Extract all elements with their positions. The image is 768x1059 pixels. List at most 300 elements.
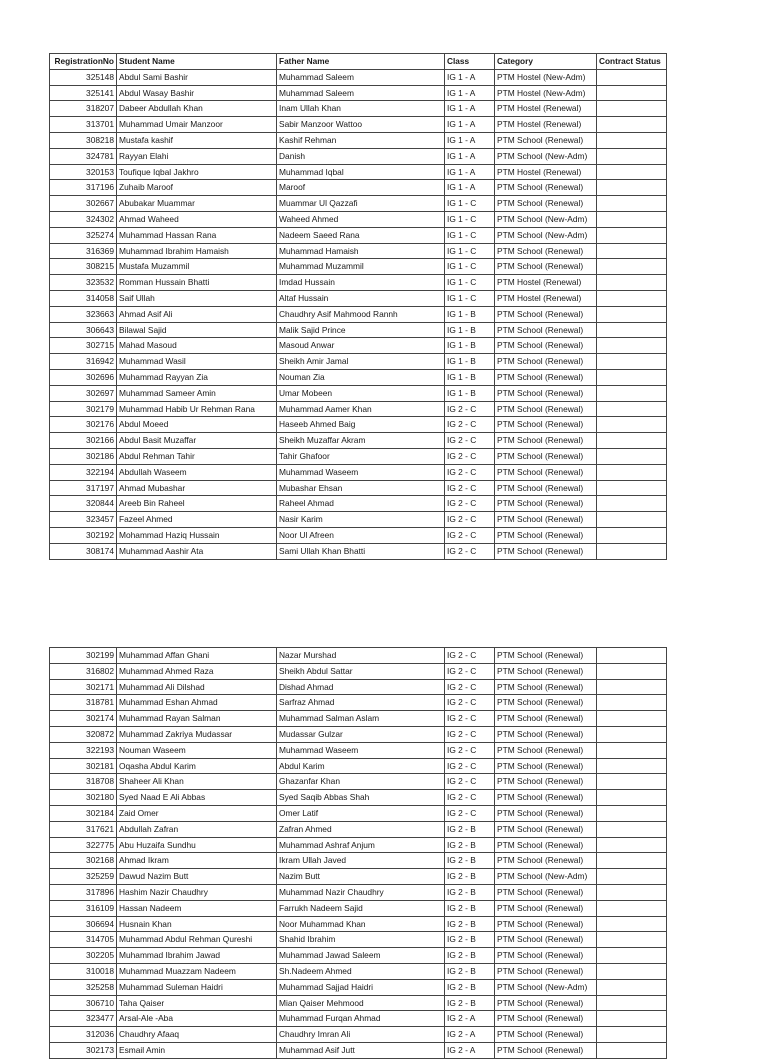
cell-category: PTM School (Renewal) — [495, 884, 597, 900]
cell-student-name: Muhammad Aashir Ata — [117, 543, 277, 559]
cell-father-name: Nasir Karim — [277, 512, 445, 528]
cell-registration-no: 308218 — [50, 132, 117, 148]
table-row — [50, 338, 667, 354]
cell-father-name: Danish — [277, 148, 445, 164]
cell-registration-no: 324781 — [50, 148, 117, 164]
cell-contract-status — [597, 837, 667, 853]
table-row — [50, 648, 667, 664]
cell-father-name: Muhammad Asif Jutt — [277, 1042, 445, 1058]
cell-father-name: Inam Ullah Khan — [277, 101, 445, 117]
cell-category: PTM School (Renewal) — [495, 433, 597, 449]
cell-category: PTM School (Renewal) — [495, 322, 597, 338]
cell-father-name: Imdad Hussain — [277, 275, 445, 291]
cell-class: IG 2 - A — [445, 1042, 495, 1058]
cell-contract-status — [597, 512, 667, 528]
cell-contract-status — [597, 496, 667, 512]
cell-category: PTM School (Renewal) — [495, 695, 597, 711]
cell-contract-status — [597, 679, 667, 695]
cell-registration-no: 310018 — [50, 963, 117, 979]
cell-class: IG 2 - C — [445, 742, 495, 758]
cell-class: IG 2 - C — [445, 417, 495, 433]
cell-contract-status — [597, 995, 667, 1011]
cell-class: IG 2 - B — [445, 948, 495, 964]
table-row — [50, 480, 667, 496]
table-row — [50, 679, 667, 695]
cell-student-name: Muhammad Sameer Amin — [117, 385, 277, 401]
cell-class: IG 2 - C — [445, 790, 495, 806]
table-row — [50, 869, 667, 885]
table-row — [50, 979, 667, 995]
table-row — [50, 259, 667, 275]
cell-registration-no: 317621 — [50, 821, 117, 837]
cell-contract-status — [597, 979, 667, 995]
cell-registration-no: 322775 — [50, 837, 117, 853]
cell-registration-no: 316109 — [50, 900, 117, 916]
cell-father-name: Sh.Nadeem Ahmed — [277, 963, 445, 979]
cell-registration-no: 316802 — [50, 663, 117, 679]
cell-contract-status — [597, 117, 667, 133]
header-class: Class — [445, 54, 495, 70]
table-row — [50, 790, 667, 806]
cell-class: IG 2 - C — [445, 433, 495, 449]
cell-class: IG 1 - A — [445, 148, 495, 164]
student-table-page-2 — [49, 647, 667, 1059]
header-row — [50, 54, 667, 70]
cell-registration-no: 312036 — [50, 1027, 117, 1043]
table-row — [50, 69, 667, 85]
cell-contract-status — [597, 805, 667, 821]
cell-student-name: Fazeel Ahmed — [117, 512, 277, 528]
table-body — [50, 648, 667, 1059]
table-row — [50, 963, 667, 979]
cell-student-name: Muhammad Affan Ghani — [117, 648, 277, 664]
cell-category: PTM School (Renewal) — [495, 196, 597, 212]
cell-contract-status — [597, 417, 667, 433]
cell-contract-status — [597, 916, 667, 932]
cell-registration-no: 317896 — [50, 884, 117, 900]
cell-student-name: Muhammad Eshan Ahmad — [117, 695, 277, 711]
cell-contract-status — [597, 196, 667, 212]
cell-class: IG 2 - B — [445, 869, 495, 885]
cell-father-name: Altaf Hussain — [277, 290, 445, 306]
cell-registration-no: 302667 — [50, 196, 117, 212]
cell-father-name: Ikram Ullah Javed — [277, 853, 445, 869]
cell-category: PTM School (Renewal) — [495, 306, 597, 322]
cell-category: PTM School (Renewal) — [495, 243, 597, 259]
cell-student-name: Muhammad Zakriya Mudassar — [117, 726, 277, 742]
cell-class: IG 2 - C — [445, 464, 495, 480]
cell-registration-no: 325258 — [50, 979, 117, 995]
cell-category: PTM School (New-Adm) — [495, 979, 597, 995]
cell-category: PTM School (Renewal) — [495, 726, 597, 742]
cell-student-name: Muhammad Umair Manzoor — [117, 117, 277, 133]
cell-class: IG 1 - C — [445, 227, 495, 243]
cell-class: IG 2 - C — [445, 480, 495, 496]
table-row — [50, 663, 667, 679]
cell-contract-status — [597, 243, 667, 259]
table-row — [50, 275, 667, 291]
cell-student-name: Muhammad Rayyan Zia — [117, 369, 277, 385]
cell-student-name: Muhammad Ibrahim Hamaish — [117, 243, 277, 259]
cell-student-name: Ahmad Asif Ali — [117, 306, 277, 322]
cell-class: IG 1 - C — [445, 243, 495, 259]
cell-contract-status — [597, 275, 667, 291]
cell-father-name: Nadeem Saeed Rana — [277, 227, 445, 243]
cell-contract-status — [597, 932, 667, 948]
cell-category: PTM School (Renewal) — [495, 790, 597, 806]
cell-registration-no: 318207 — [50, 101, 117, 117]
cell-contract-status — [597, 869, 667, 885]
table-row — [50, 322, 667, 338]
cell-student-name: Muhammad Rayan Salman — [117, 711, 277, 727]
table-row — [50, 417, 667, 433]
cell-student-name: Taha Qaiser — [117, 995, 277, 1011]
cell-category: PTM School (Renewal) — [495, 180, 597, 196]
cell-registration-no: 323663 — [50, 306, 117, 322]
cell-category: PTM School (New-Adm) — [495, 148, 597, 164]
cell-class: IG 2 - C — [445, 758, 495, 774]
table-row — [50, 948, 667, 964]
cell-student-name: Ahmad Ikram — [117, 853, 277, 869]
header-category: Category — [495, 54, 597, 70]
cell-contract-status — [597, 527, 667, 543]
cell-student-name: Abdullah Waseem — [117, 464, 277, 480]
cell-father-name: Masoud Anwar — [277, 338, 445, 354]
cell-category: PTM School (Renewal) — [495, 837, 597, 853]
cell-category: PTM School (Renewal) — [495, 679, 597, 695]
cell-class: IG 1 - B — [445, 354, 495, 370]
cell-class: IG 1 - A — [445, 85, 495, 101]
cell-class: IG 2 - B — [445, 821, 495, 837]
cell-registration-no: 302696 — [50, 369, 117, 385]
cell-category: PTM School (Renewal) — [495, 916, 597, 932]
cell-registration-no: 306694 — [50, 916, 117, 932]
cell-student-name: Abdul Basit Muzaffar — [117, 433, 277, 449]
cell-father-name: Tahir Ghafoor — [277, 448, 445, 464]
cell-category: PTM School (Renewal) — [495, 259, 597, 275]
cell-contract-status — [597, 963, 667, 979]
cell-father-name: Sheikh Amir Jamal — [277, 354, 445, 370]
cell-category: PTM School (Renewal) — [495, 1027, 597, 1043]
cell-student-name: Abubakar Muammar — [117, 196, 277, 212]
cell-registration-no: 302192 — [50, 527, 117, 543]
cell-father-name: Muhammad Muzammil — [277, 259, 445, 275]
cell-father-name: Maroof — [277, 180, 445, 196]
cell-father-name: Mian Qaiser Mehmood — [277, 995, 445, 1011]
cell-contract-status — [597, 448, 667, 464]
cell-contract-status — [597, 148, 667, 164]
cell-registration-no: 302697 — [50, 385, 117, 401]
cell-contract-status — [597, 259, 667, 275]
cell-class: IG 2 - C — [445, 543, 495, 559]
cell-student-name: Muhammad Ahmed Raza — [117, 663, 277, 679]
cell-class: IG 2 - C — [445, 726, 495, 742]
cell-class: IG 1 - C — [445, 275, 495, 291]
cell-student-name: Mustafa kashif — [117, 132, 277, 148]
cell-registration-no: 322193 — [50, 742, 117, 758]
cell-father-name: Malik Sajid Prince — [277, 322, 445, 338]
table-body — [50, 69, 667, 559]
header-contract-status: Contract Status — [597, 54, 667, 70]
cell-father-name: Muhammad Waseem — [277, 464, 445, 480]
cell-category: PTM School (Renewal) — [495, 543, 597, 559]
cell-father-name: Farrukh Nadeem Sajid — [277, 900, 445, 916]
cell-class: IG 1 - B — [445, 322, 495, 338]
cell-registration-no: 324302 — [50, 211, 117, 227]
cell-father-name: Muhammad Saleem — [277, 69, 445, 85]
table-row — [50, 853, 667, 869]
cell-registration-no: 325148 — [50, 69, 117, 85]
cell-father-name: Muammar Ul Qazzafi — [277, 196, 445, 212]
cell-contract-status — [597, 101, 667, 117]
cell-registration-no: 325259 — [50, 869, 117, 885]
cell-category: PTM School (Renewal) — [495, 711, 597, 727]
cell-father-name: Sami Ullah Khan Bhatti — [277, 543, 445, 559]
table-row — [50, 306, 667, 322]
cell-category: PTM Hostel (Renewal) — [495, 290, 597, 306]
cell-contract-status — [597, 821, 667, 837]
cell-father-name: Muhammad Jawad Saleem — [277, 948, 445, 964]
cell-registration-no: 318781 — [50, 695, 117, 711]
cell-registration-no: 323532 — [50, 275, 117, 291]
table-row — [50, 995, 667, 1011]
table-row — [50, 527, 667, 543]
table-row — [50, 369, 667, 385]
cell-class: IG 2 - B — [445, 995, 495, 1011]
cell-class: IG 2 - C — [445, 695, 495, 711]
cell-class: IG 1 - C — [445, 290, 495, 306]
cell-student-name: Muhammad Habib Ur Rehman Rana — [117, 401, 277, 417]
cell-class: IG 2 - B — [445, 837, 495, 853]
cell-class: IG 2 - C — [445, 401, 495, 417]
cell-contract-status — [597, 884, 667, 900]
cell-contract-status — [597, 69, 667, 85]
cell-class: IG 1 - A — [445, 117, 495, 133]
cell-contract-status — [597, 85, 667, 101]
cell-contract-status — [597, 480, 667, 496]
cell-class: IG 1 - C — [445, 196, 495, 212]
cell-registration-no: 302171 — [50, 679, 117, 695]
cell-father-name: Abdul Karim — [277, 758, 445, 774]
cell-father-name: Muhammad Nazir Chaudhry — [277, 884, 445, 900]
table-row — [50, 884, 667, 900]
cell-contract-status — [597, 322, 667, 338]
table-row — [50, 711, 667, 727]
table-row — [50, 726, 667, 742]
cell-contract-status — [597, 290, 667, 306]
cell-father-name: Muhammad Sajjad Haidri — [277, 979, 445, 995]
header-student-name: Student Name — [117, 54, 277, 70]
cell-class: IG 1 - A — [445, 69, 495, 85]
cell-registration-no: 302205 — [50, 948, 117, 964]
cell-father-name: Syed Saqib Abbas Shah — [277, 790, 445, 806]
cell-class: IG 1 - B — [445, 338, 495, 354]
cell-father-name: Mudassar Gulzar — [277, 726, 445, 742]
cell-student-name: Dabeer Abdullah Khan — [117, 101, 277, 117]
cell-registration-no: 316369 — [50, 243, 117, 259]
cell-category: PTM School (Renewal) — [495, 464, 597, 480]
table-row — [50, 1011, 667, 1027]
cell-contract-status — [597, 401, 667, 417]
table-row — [50, 496, 667, 512]
cell-class: IG 1 - C — [445, 259, 495, 275]
cell-father-name: Noor Muhammad Khan — [277, 916, 445, 932]
cell-class: IG 2 - B — [445, 900, 495, 916]
table-row — [50, 148, 667, 164]
cell-student-name: Mohammad Haziq Hussain — [117, 527, 277, 543]
cell-category: PTM School (Renewal) — [495, 480, 597, 496]
cell-father-name: Dishad Ahmad — [277, 679, 445, 695]
cell-father-name: Chaudhry Imran Ali — [277, 1027, 445, 1043]
cell-father-name: Muhammad Saleem — [277, 85, 445, 101]
cell-contract-status — [597, 900, 667, 916]
cell-class: IG 1 - A — [445, 180, 495, 196]
cell-student-name: Mahad Masoud — [117, 338, 277, 354]
table-row — [50, 774, 667, 790]
cell-registration-no: 302199 — [50, 648, 117, 664]
cell-student-name: Romman Hussain Bhatti — [117, 275, 277, 291]
cell-student-name: Abdul Rehman Tahir — [117, 448, 277, 464]
table-row — [50, 1042, 667, 1058]
table-row — [50, 1027, 667, 1043]
cell-student-name: Areeb Bin Raheel — [117, 496, 277, 512]
cell-category: PTM School (Renewal) — [495, 805, 597, 821]
cell-father-name: Muhammad Iqbal — [277, 164, 445, 180]
cell-contract-status — [597, 790, 667, 806]
table-row — [50, 401, 667, 417]
cell-contract-status — [597, 164, 667, 180]
cell-class: IG 2 - B — [445, 884, 495, 900]
cell-category: PTM School (Renewal) — [495, 995, 597, 1011]
cell-class: IG 2 - B — [445, 853, 495, 869]
cell-father-name: Raheel Ahmad — [277, 496, 445, 512]
cell-class: IG 1 - A — [445, 164, 495, 180]
header-father-name: Father Name — [277, 54, 445, 70]
cell-father-name: Shahid Ibrahim — [277, 932, 445, 948]
cell-student-name: Muhammad Abdul Rehman Qureshi — [117, 932, 277, 948]
cell-contract-status — [597, 385, 667, 401]
cell-registration-no: 314058 — [50, 290, 117, 306]
cell-father-name: Noor Ul Afreen — [277, 527, 445, 543]
cell-category: PTM School (Renewal) — [495, 774, 597, 790]
cell-student-name: Muhammad Wasil — [117, 354, 277, 370]
table-row — [50, 821, 667, 837]
cell-father-name: Muhammad Salman Aslam — [277, 711, 445, 727]
cell-registration-no: 302715 — [50, 338, 117, 354]
cell-category: PTM School (Renewal) — [495, 758, 597, 774]
cell-father-name: Haseeb Ahmed Baig — [277, 417, 445, 433]
cell-registration-no: 325141 — [50, 85, 117, 101]
cell-student-name: Hassan Nadeem — [117, 900, 277, 916]
cell-category: PTM School (Renewal) — [495, 1042, 597, 1058]
cell-father-name: Sabir Manzoor Wattoo — [277, 117, 445, 133]
cell-category: PTM Hostel (Renewal) — [495, 275, 597, 291]
cell-contract-status — [597, 1027, 667, 1043]
cell-class: IG 2 - C — [445, 711, 495, 727]
table-row — [50, 758, 667, 774]
cell-registration-no: 323457 — [50, 512, 117, 528]
table-row — [50, 132, 667, 148]
cell-student-name: Toufique Iqbal Jakhro — [117, 164, 277, 180]
cell-category: PTM School (Renewal) — [495, 742, 597, 758]
cell-student-name: Chaudhry Afaaq — [117, 1027, 277, 1043]
cell-registration-no: 302184 — [50, 805, 117, 821]
cell-contract-status — [597, 227, 667, 243]
header-registration-no: RegistrationNo — [50, 54, 117, 70]
cell-registration-no: 302179 — [50, 401, 117, 417]
cell-student-name: Hashim Nazir Chaudhry — [117, 884, 277, 900]
cell-contract-status — [597, 306, 667, 322]
table-row — [50, 101, 667, 117]
cell-student-name: Ahmad Waheed — [117, 211, 277, 227]
cell-category: PTM School (Renewal) — [495, 354, 597, 370]
cell-contract-status — [597, 711, 667, 727]
cell-contract-status — [597, 726, 667, 742]
cell-contract-status — [597, 742, 667, 758]
cell-category: PTM School (Renewal) — [495, 948, 597, 964]
table-row — [50, 164, 667, 180]
cell-registration-no: 320872 — [50, 726, 117, 742]
cell-class: IG 2 - B — [445, 963, 495, 979]
table-row — [50, 448, 667, 464]
cell-contract-status — [597, 211, 667, 227]
cell-registration-no: 302173 — [50, 1042, 117, 1058]
cell-father-name: Sheikh Muzaffar Akram — [277, 433, 445, 449]
table-row — [50, 932, 667, 948]
cell-student-name: Esmail Amin — [117, 1042, 277, 1058]
table-row — [50, 543, 667, 559]
cell-student-name: Zaid Omer — [117, 805, 277, 821]
table-row — [50, 117, 667, 133]
cell-class: IG 1 - C — [445, 211, 495, 227]
cell-registration-no: 308215 — [50, 259, 117, 275]
cell-father-name: Omer Latif — [277, 805, 445, 821]
cell-category: PTM School (New-Adm) — [495, 227, 597, 243]
cell-contract-status — [597, 663, 667, 679]
cell-class: IG 1 - B — [445, 369, 495, 385]
cell-registration-no: 323477 — [50, 1011, 117, 1027]
cell-registration-no: 322194 — [50, 464, 117, 480]
table-row — [50, 85, 667, 101]
cell-contract-status — [597, 853, 667, 869]
cell-student-name: Bilawal Sajid — [117, 322, 277, 338]
cell-student-name: Abdul Wasay Bashir — [117, 85, 277, 101]
table-row — [50, 227, 667, 243]
cell-student-name: Muhammad Ibrahim Jawad — [117, 948, 277, 964]
cell-class: IG 2 - C — [445, 663, 495, 679]
cell-student-name: Muhammad Ali Dilshad — [117, 679, 277, 695]
table-row — [50, 290, 667, 306]
cell-class: IG 1 - B — [445, 385, 495, 401]
cell-category: PTM School (Renewal) — [495, 512, 597, 528]
cell-class: IG 2 - C — [445, 448, 495, 464]
table-row — [50, 805, 667, 821]
cell-class: IG 1 - A — [445, 101, 495, 117]
cell-class: IG 1 - A — [445, 132, 495, 148]
cell-student-name: Muhammad Suleman Haidri — [117, 979, 277, 995]
cell-class: IG 2 - A — [445, 1011, 495, 1027]
cell-father-name: Waheed Ahmed — [277, 211, 445, 227]
table-row — [50, 916, 667, 932]
cell-class: IG 2 - C — [445, 679, 495, 695]
cell-registration-no: 302168 — [50, 853, 117, 869]
cell-father-name: Muhammad Aamer Khan — [277, 401, 445, 417]
cell-class: IG 2 - C — [445, 527, 495, 543]
cell-student-name: Zuhaib Maroof — [117, 180, 277, 196]
cell-class: IG 2 - C — [445, 496, 495, 512]
cell-student-name: Arsal-Ale -Aba — [117, 1011, 277, 1027]
cell-father-name: Nazim Butt — [277, 869, 445, 885]
